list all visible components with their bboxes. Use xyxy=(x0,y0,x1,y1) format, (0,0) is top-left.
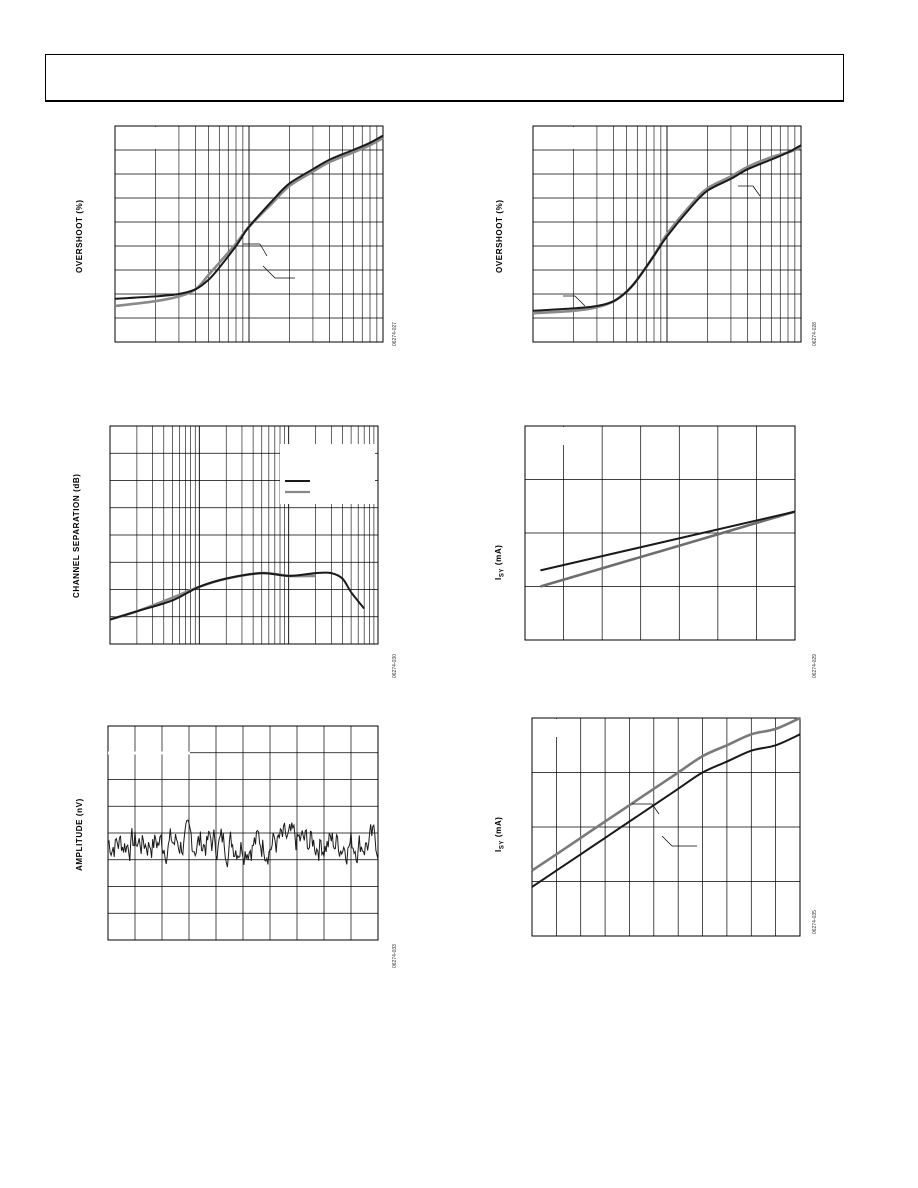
legend-blank xyxy=(533,719,563,737)
chart-supply-current-2 xyxy=(480,712,820,952)
figure-id: 06274-030 xyxy=(392,654,398,678)
chart-svg xyxy=(480,118,820,358)
figure-id: 06274-027 xyxy=(392,322,398,346)
chart-svg xyxy=(60,418,400,678)
legend-blank xyxy=(116,127,170,149)
figure-id: 06274-029 xyxy=(812,654,818,678)
figure-id: 06274-035 xyxy=(812,910,818,934)
legend-blank xyxy=(534,127,588,149)
annotation-leader xyxy=(662,836,672,846)
figure-id: 06274-033 xyxy=(392,944,398,968)
chart-svg xyxy=(60,118,400,358)
figure-id: 06274-028 xyxy=(812,322,818,346)
y-axis-label: OVERSHOOT (%) xyxy=(495,199,504,273)
y-axis-label: OVERSHOOT (%) xyxy=(75,199,84,273)
y-axis-label: AMPLITUDE (nV) xyxy=(75,798,84,871)
chart-overshoot-right xyxy=(480,118,820,358)
ylabel-main: I xyxy=(494,849,503,852)
series-line-b xyxy=(532,718,800,871)
annotation-leader xyxy=(753,186,760,196)
series-line-a xyxy=(110,573,364,620)
legend-blank xyxy=(526,427,564,445)
annotation-leader xyxy=(263,266,275,278)
ylabel-sub: SY xyxy=(499,839,506,850)
legend-box xyxy=(280,444,375,504)
chart-overshoot-left xyxy=(60,118,400,358)
series-line-b xyxy=(540,512,795,587)
series-line-a xyxy=(532,734,800,887)
chart-supply-current-1 xyxy=(480,418,820,678)
y-axis-label: CHANNEL SEPARATION (dB) xyxy=(72,473,81,598)
ylabel-unit: (mA) xyxy=(494,544,503,566)
chart-amplitude-noise xyxy=(60,718,400,978)
page-header-box xyxy=(45,54,844,102)
series-line-a xyxy=(540,512,795,571)
chart-svg xyxy=(480,418,820,678)
ylabel-main: I xyxy=(494,577,503,580)
chart-svg xyxy=(480,712,820,952)
ylabel-unit: (mA) xyxy=(494,816,503,838)
annotation-leader xyxy=(575,296,585,306)
ylabel-sub: SY xyxy=(499,567,506,578)
chart-channel-separation xyxy=(60,418,400,678)
chart-svg xyxy=(60,718,400,978)
annotation-leader xyxy=(652,804,659,814)
